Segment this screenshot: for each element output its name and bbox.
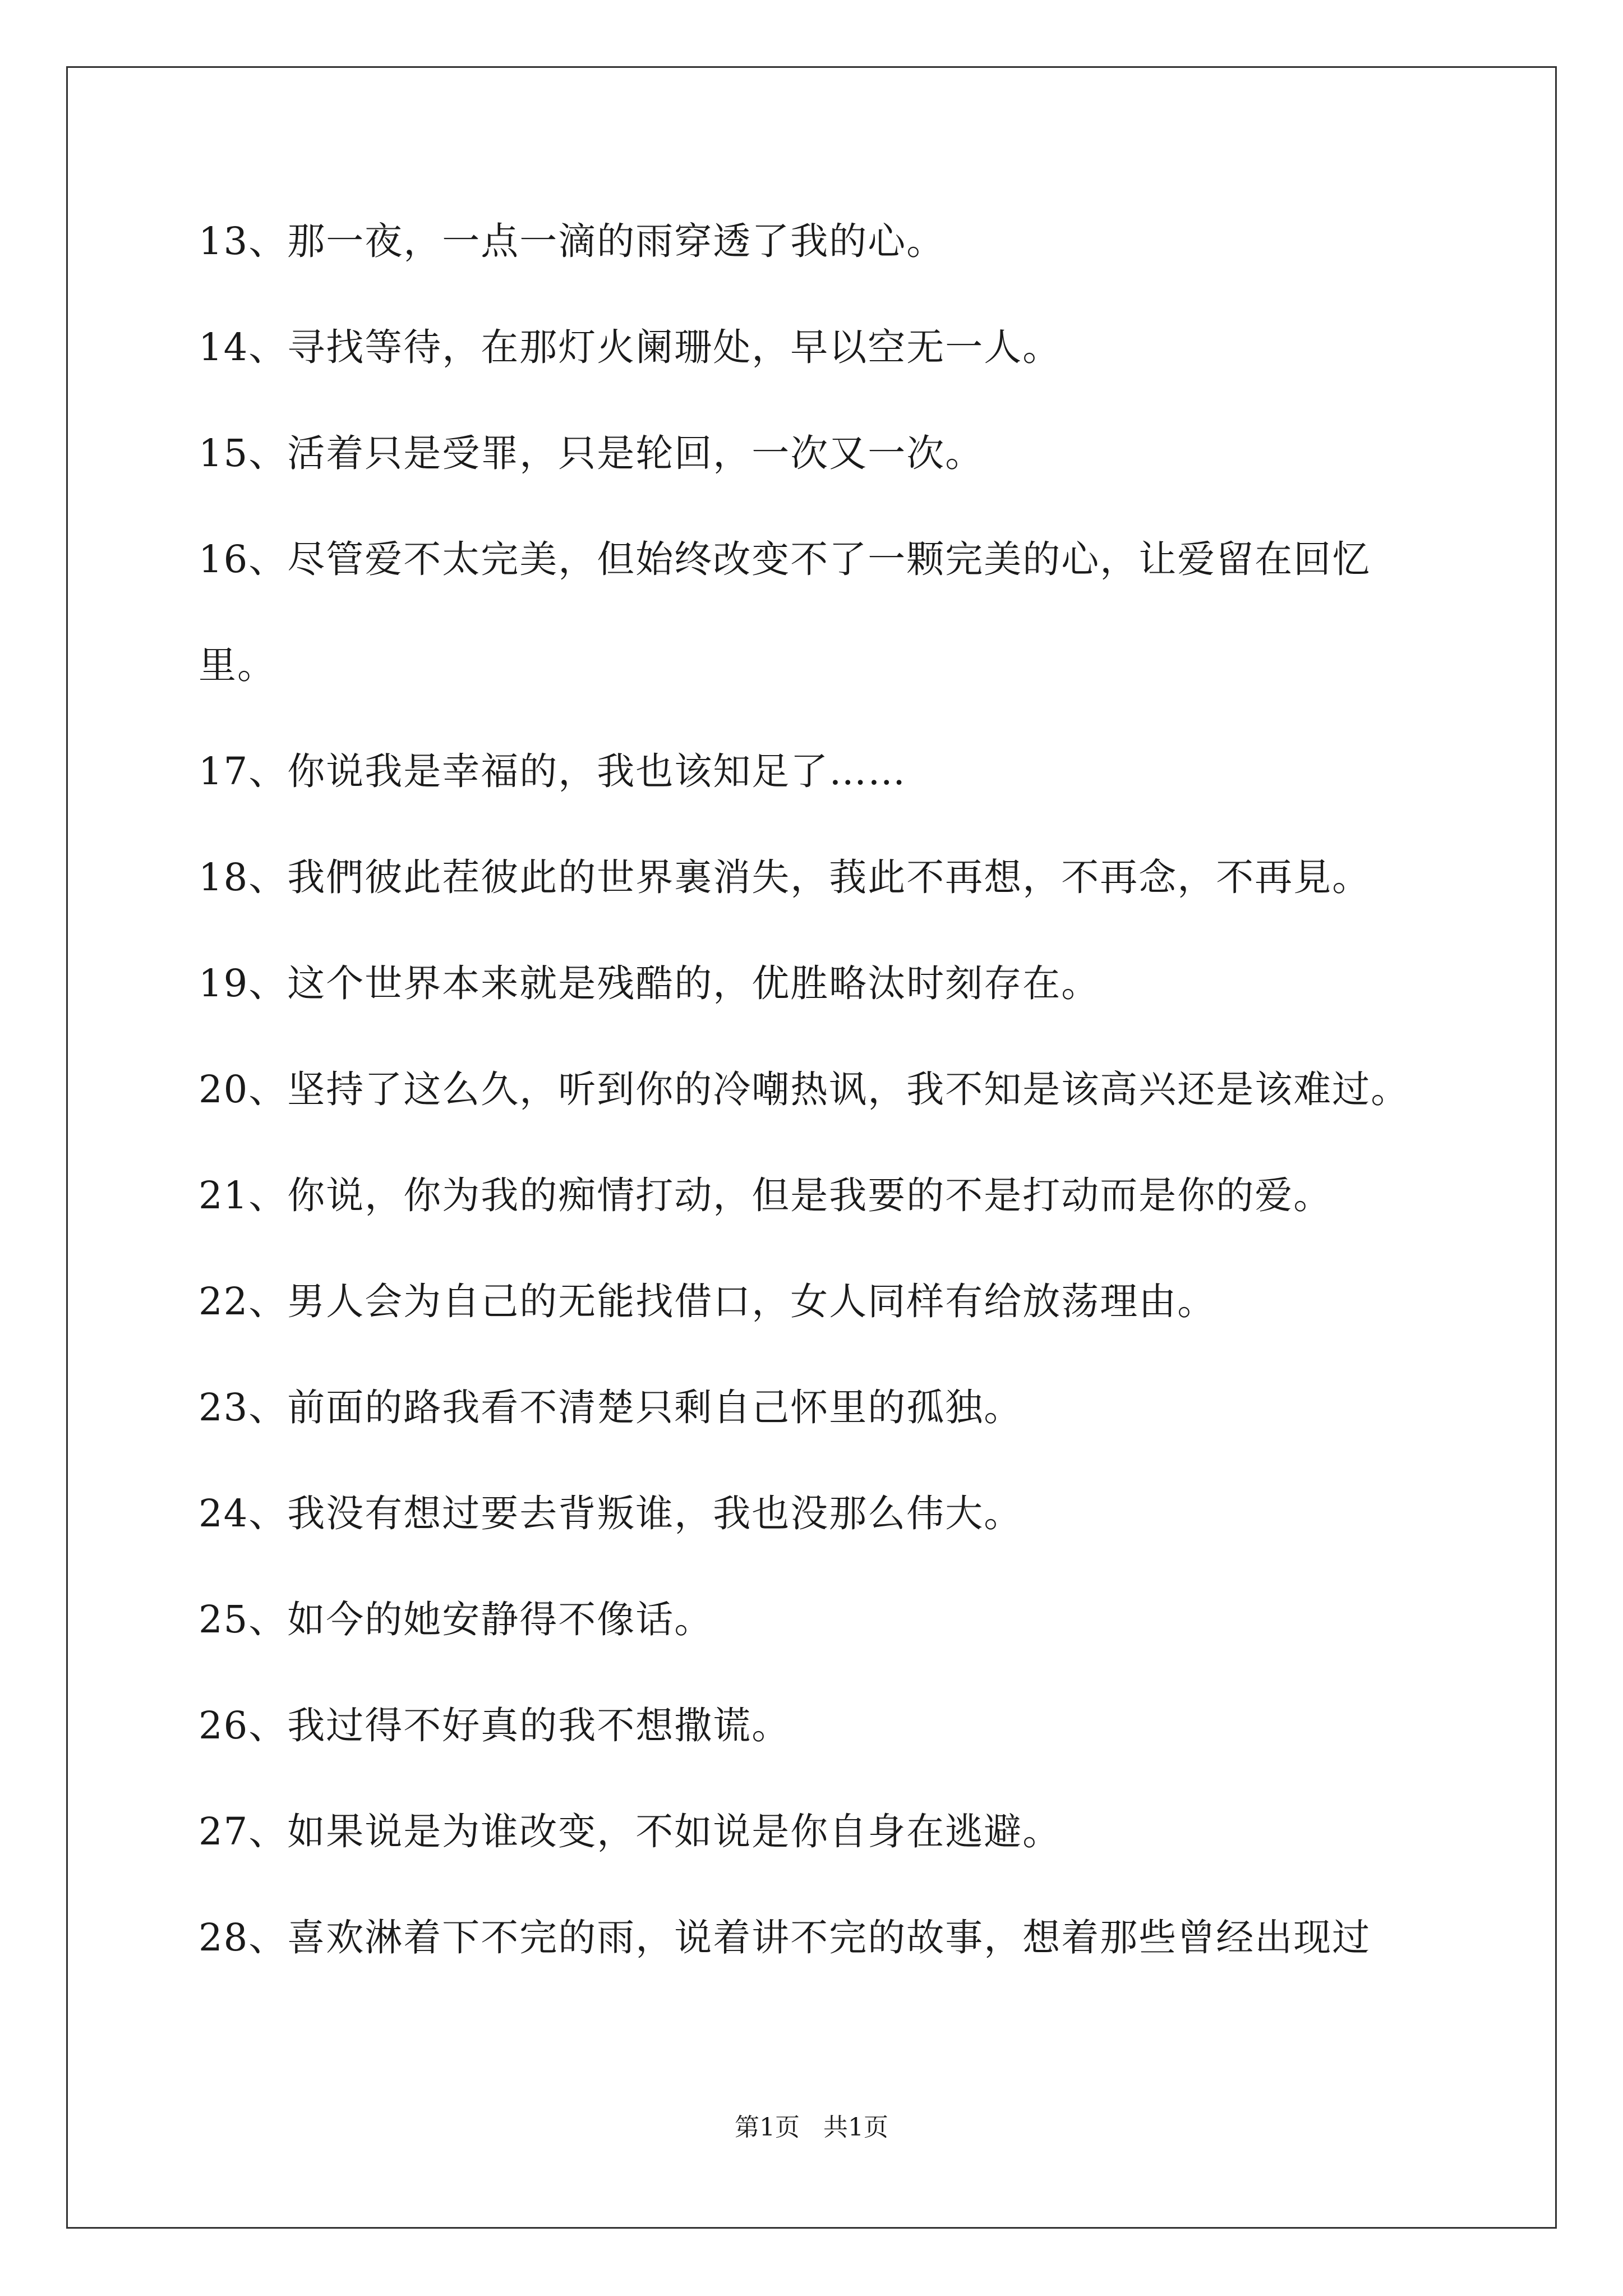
text-line: 24、我没有想过要去背叛谁，我也没那么伟大。: [199, 1492, 1023, 1535]
text-line: 17、你说我是幸福的，我也该知足了……: [199, 749, 907, 793]
text-line: 20、坚持了这么久，听到你的冷嘲热讽，我不知是该高兴还是该难过。: [199, 1068, 1410, 1111]
text-line: 15、活着只是受罪，只是轮回，一次又一次。: [199, 431, 984, 475]
text-line: 21、你说，你为我的痴情打动，但是我要的不是打动而是你的爱。: [199, 1174, 1332, 1217]
text-line: 27、如果说是为谁改变，不如说是你自身在逃避。: [199, 1810, 1062, 1853]
page-number-footer: 第1页 共1页: [735, 2113, 888, 2142]
document-body: [199, 219, 1444, 2021]
text-line: 26、我过得不好真的我不想撒谎。: [199, 1704, 791, 1747]
text-line: 22、男人会为自己的无能找借口，女人同样有给放荡理由。: [199, 1280, 1216, 1323]
text-line: 里。: [199, 643, 276, 687]
text-line: 16、尽管爱不太完美，但始终改变不了一颗完美的心，让爱留在回忆: [199, 537, 1371, 581]
text-line: 19、这个世界本来就是残酷的，优胜略汰时刻存在。: [199, 961, 1100, 1005]
text-line: 14、寻找等待，在那灯火阑珊处，早以空无一人。: [199, 325, 1062, 369]
text-line: 18、我們彼此茬彼此的世界裏消失，莪此不再想，不再念，不再見。: [199, 855, 1371, 899]
text-line: 28、喜欢淋着下不完的雨，说着讲不完的故事，想着那些曾经出现过: [199, 1916, 1371, 1959]
text-line: 23、前面的路我看不清楚只剩自己怀里的孤独。: [199, 1386, 1023, 1429]
text-line: 25、如今的她安静得不像话。: [199, 1598, 713, 1641]
text-line: 13、那一夜，一点一滴的雨穿透了我的心。: [199, 219, 946, 263]
